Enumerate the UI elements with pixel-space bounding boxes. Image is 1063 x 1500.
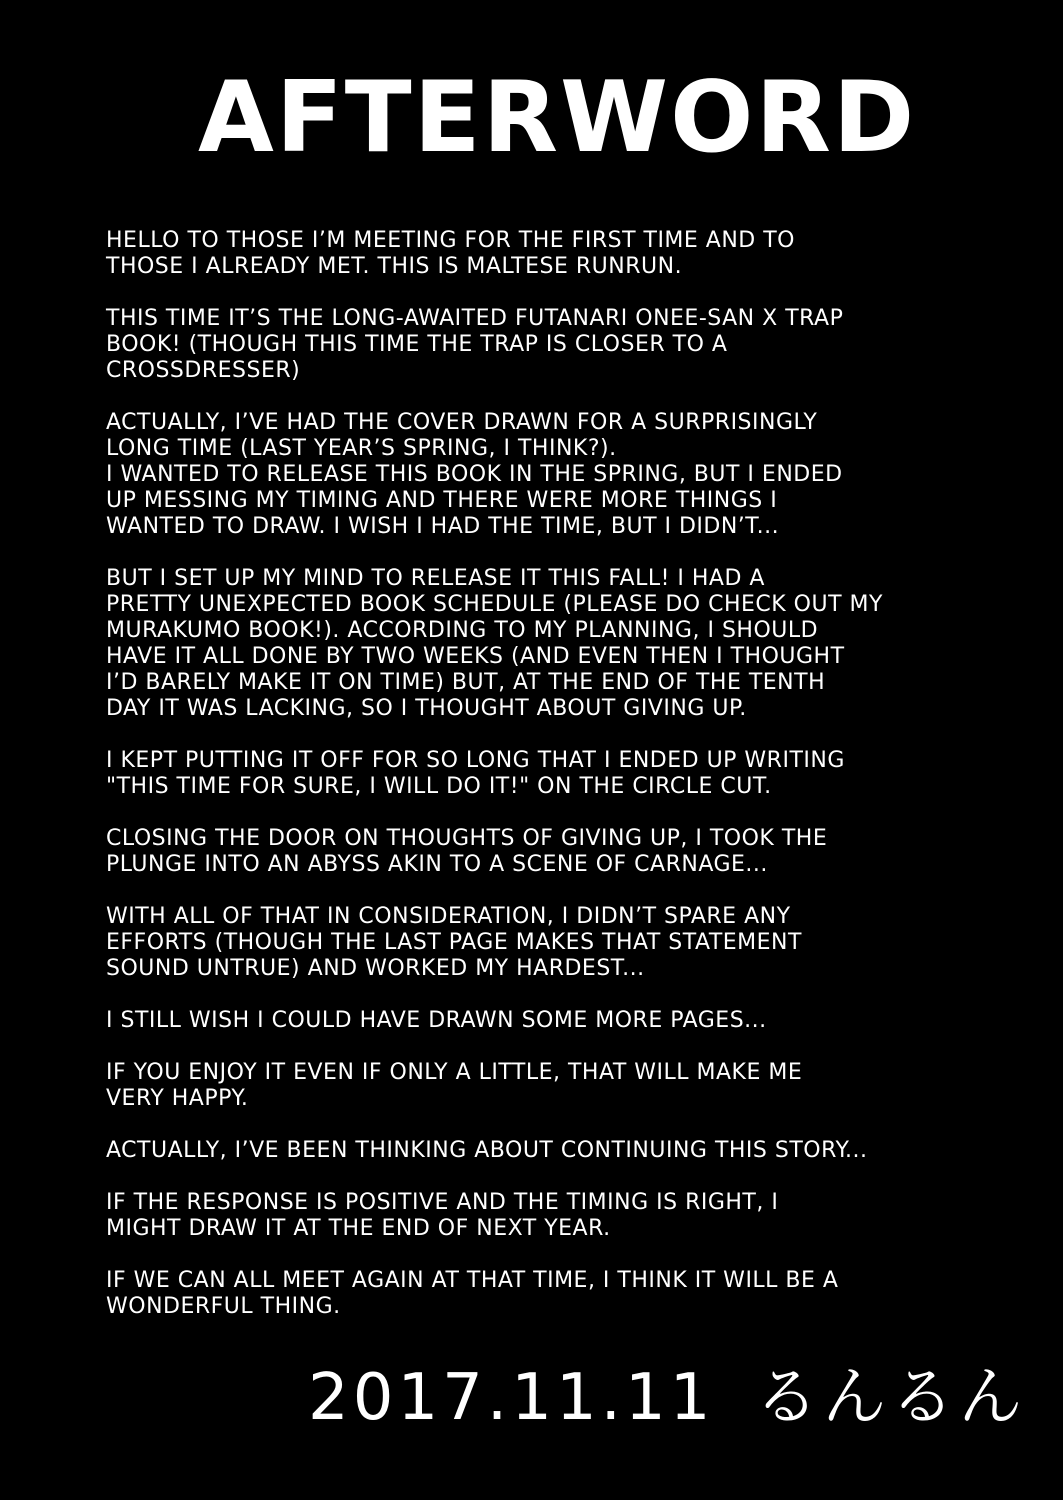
text-line: ACTUALLY, I’VE HAD THE COVER DRAWN FOR A SURPRISINGLY xyxy=(106,410,818,435)
text-line: CROSSDRESSER) xyxy=(106,358,301,383)
paragraph-plunge xyxy=(106,826,956,878)
text-line: BUT I SET UP MY MIND TO RELEASE IT THIS FALL! I HAD A xyxy=(106,566,765,591)
text-line: DAY IT WAS LACKING, SO I THOUGHT ABOUT GIVING UP. xyxy=(106,696,747,721)
text-line: IF THE RESPONSE IS POSITIVE AND THE TIMING IS RIGHT, I xyxy=(106,1190,779,1215)
text-line: I KEPT PUTTING IT OFF FOR SO LONG THAT I ENDED UP WRITING xyxy=(106,748,845,773)
paragraph-more-pages xyxy=(106,1008,956,1034)
text-line: BOOK! (THOUGH THIS TIME THE TRAP IS CLOSER TO A xyxy=(106,332,728,357)
paragraph-enjoy xyxy=(106,1060,956,1112)
text-line: THIS TIME IT’S THE LONG-AWAITED FUTANARI ONEE-SAN X TRAP xyxy=(106,306,844,331)
text-line: UP MESSING MY TIMING AND THERE WERE MORE THINGS I xyxy=(106,488,778,513)
text-line: ACTUALLY, I’VE BEEN THINKING ABOUT CONTINUING THIS STORY... xyxy=(106,1138,868,1163)
text-line: I STILL WISH I COULD HAVE DRAWN SOME MORE PAGES... xyxy=(106,1008,767,1033)
paragraph-circle-cut xyxy=(106,748,956,800)
text-line: LONG TIME (LAST YEAR’S SPRING, I THINK?). xyxy=(106,436,617,461)
text-line: PLUNGE INTO AN ABYSS AKIN TO A SCENE OF CARNAGE... xyxy=(106,852,768,877)
text-line: IF WE CAN ALL MEET AGAIN AT THAT TIME, I THINK IT WILL BE A xyxy=(106,1268,839,1293)
text-line: WONDERFUL THING. xyxy=(106,1294,341,1319)
signature xyxy=(308,1358,1026,1438)
text-line: VERY HAPPY. xyxy=(106,1086,249,1111)
text-line: EFFORTS (THOUGH THE LAST PAGE MAKES THAT STATEMENT xyxy=(106,930,802,955)
paragraph-schedule xyxy=(106,566,956,722)
text-line: THOSE I ALREADY MET. THIS IS MALTESE RUNRUN. xyxy=(106,254,683,279)
text-line: PRETTY UNEXPECTED BOOK SCHEDULE (PLEASE DO CHECK OUT MY xyxy=(106,592,883,617)
signature-name: るんるん xyxy=(754,1361,1027,1435)
paragraph-cover xyxy=(106,410,956,540)
paragraph-efforts xyxy=(106,904,956,982)
text-line: I’D BARELY MAKE IT ON TIME) BUT, AT THE END OF THE TENTH xyxy=(106,670,826,695)
signature-date: 2017.11.11 xyxy=(308,1361,715,1435)
page-title: AFTERWORD xyxy=(198,61,917,175)
text-line: IF YOU ENJOY IT EVEN IF ONLY A LITTLE, THAT WILL MAKE ME xyxy=(106,1060,803,1085)
text-line: SOUND UNTRUE) AND WORKED MY HARDEST... xyxy=(106,956,645,981)
paragraph-book-intro xyxy=(106,306,956,384)
text-line: WANTED TO DRAW. I WISH I HAD THE TIME, BUT I DIDN’T... xyxy=(106,514,780,539)
text-line: MIGHT DRAW IT AT THE END OF NEXT YEAR. xyxy=(106,1216,611,1241)
text-line: MURAKUMO BOOK!). ACCORDING TO MY PLANNING, I SHOULD xyxy=(106,618,819,643)
paragraph-greeting xyxy=(106,228,956,280)
text-line: I WANTED TO RELEASE THIS BOOK IN THE SPRING, BUT I ENDED xyxy=(106,462,843,487)
paragraph-meet-again xyxy=(106,1268,956,1320)
text-line: HAVE IT ALL DONE BY TWO WEEKS (AND EVEN THEN I THOUGHT xyxy=(106,644,845,669)
paragraph-continuing xyxy=(106,1138,956,1164)
text-line: WITH ALL OF THAT IN CONSIDERATION, I DIDN’T SPARE ANY xyxy=(106,904,791,929)
text-line: "THIS TIME FOR SURE, I WILL DO IT!" ON THE CIRCLE CUT. xyxy=(106,774,772,799)
text-line: CLOSING THE DOOR ON THOUGHTS OF GIVING UP, I TOOK THE xyxy=(106,826,828,851)
text-line: HELLO TO THOSE I’M MEETING FOR THE FIRST TIME AND TO xyxy=(106,228,795,253)
paragraph-response xyxy=(106,1190,956,1242)
